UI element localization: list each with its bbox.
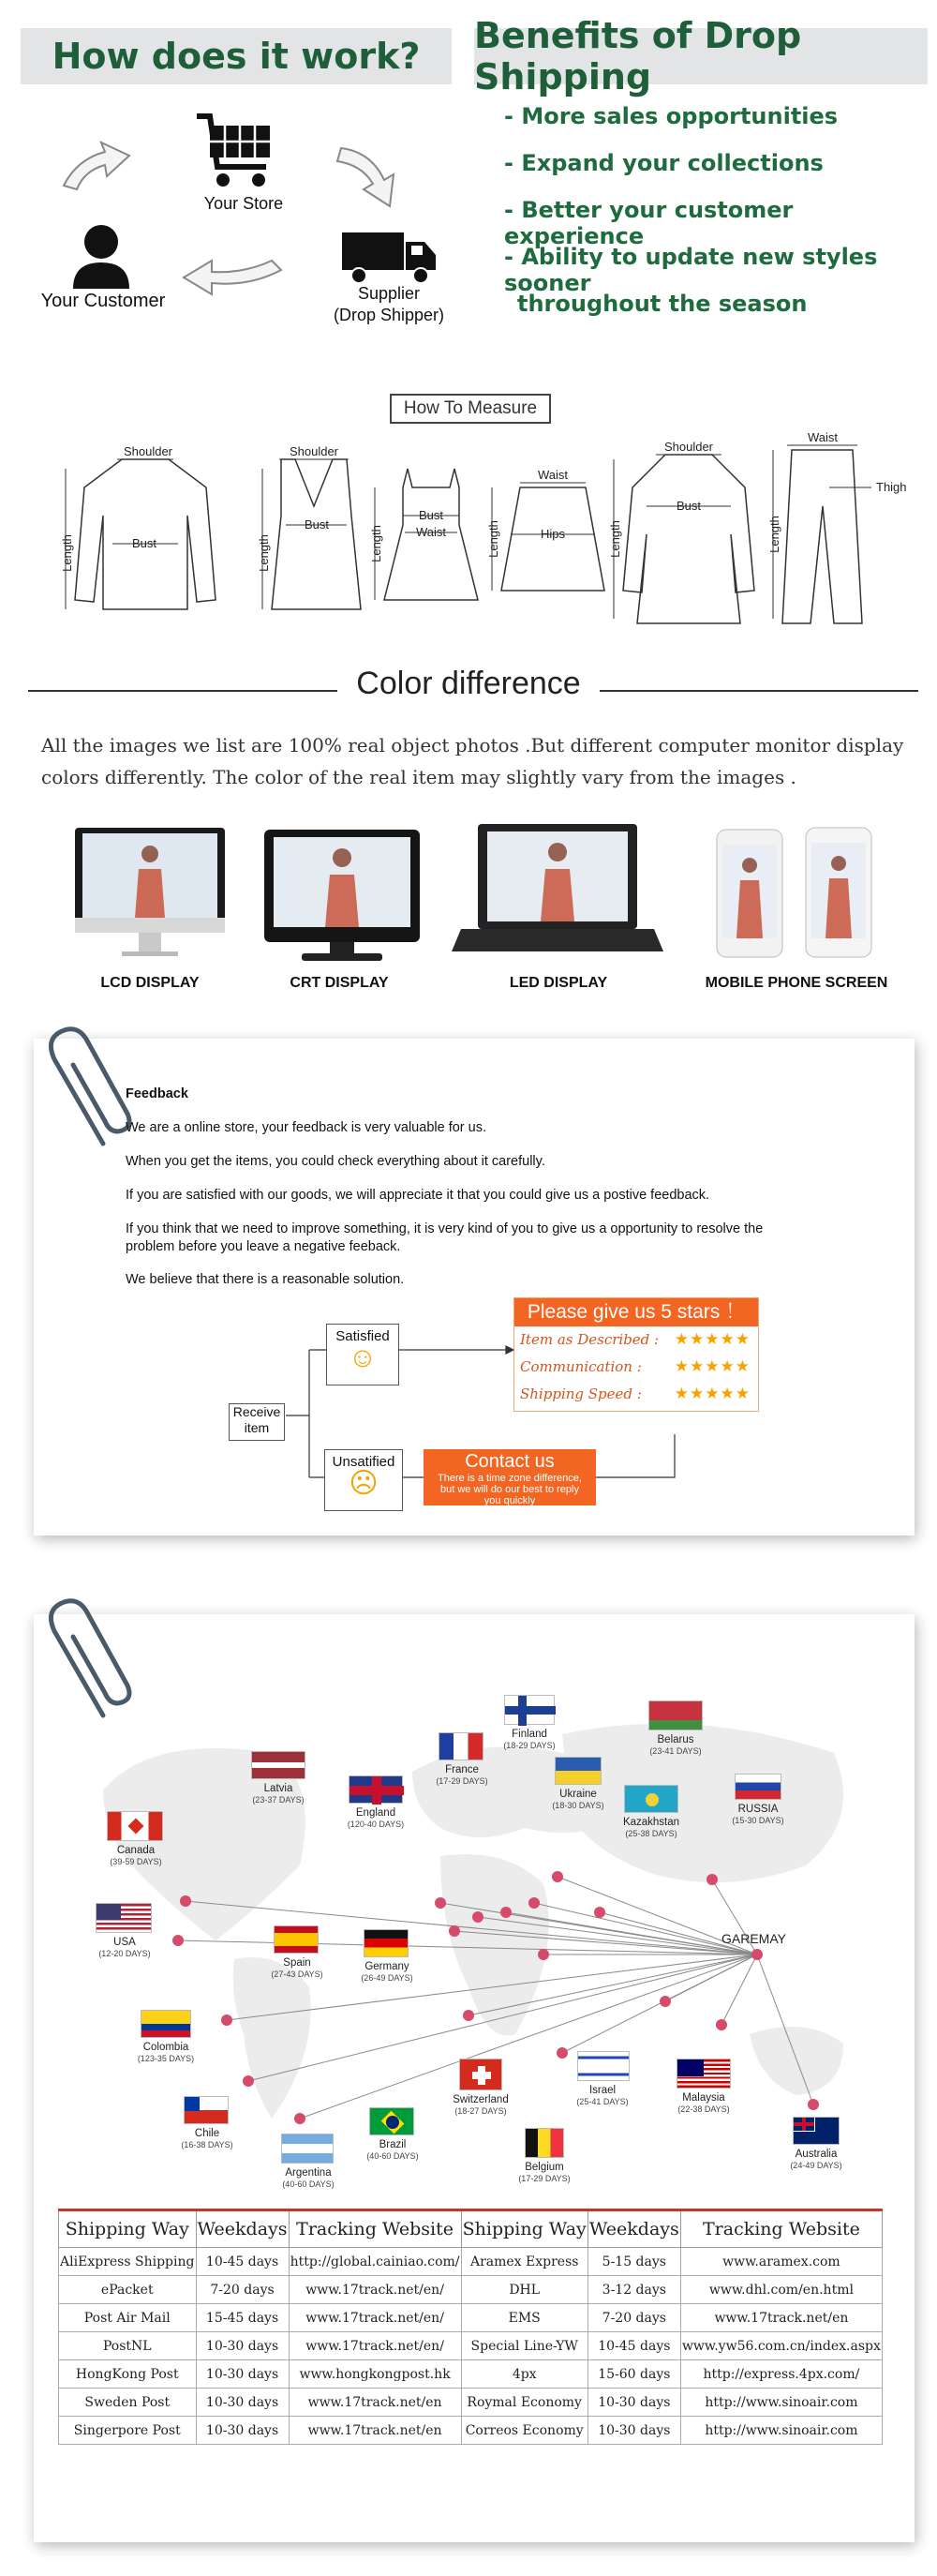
feedback-line: If you are satisfied with our goods, we will appreciate it that you could give us a postive feedback. (126, 1188, 710, 1203)
benefit-item: - More sales opportunities (504, 103, 839, 129)
country-label: Finland (18-29 DAYS) (503, 1729, 556, 1750)
shoulder-label: Shoulder (289, 444, 339, 458)
table-cell: Post Air Mail (59, 2304, 197, 2332)
table-header-row (59, 2210, 883, 2248)
waist-label: Waist (537, 468, 569, 482)
chile-flag-icon (184, 2096, 229, 2124)
sad-face-icon: ☹ (349, 1468, 379, 1499)
length-label: Length (608, 520, 622, 558)
usa-flag-icon (96, 1903, 152, 1933)
table-cell: PostNL (59, 2332, 197, 2360)
shipping-methods-table (58, 2209, 883, 2445)
shoulder-label: Shoulder (123, 444, 173, 458)
column-header: Shipping Way (59, 2210, 197, 2248)
rating-label: Shipping Speed : (520, 1385, 642, 1402)
bust-label: Bust (131, 536, 157, 550)
table-cell: www.17track.net/en (289, 2389, 461, 2417)
table-cell: www.17track.net/en/ (289, 2304, 461, 2332)
feedback-line: If you think that we need to improve something, it is very kind of you to give us a opportunity to resolve the problem before you leave a negative feeback. (126, 1221, 764, 1254)
country-label: France (17-29 DAYS) (436, 1764, 488, 1786)
country-label: USA (12-20 DAYS) (98, 1937, 151, 1958)
display-devices (56, 820, 900, 970)
country-label: Canada (39-59 DAYS) (110, 1845, 162, 1866)
supplier-label: Supplier (357, 284, 421, 303)
belgium-flag-icon (525, 2128, 564, 2158)
length-label: Length (767, 516, 781, 553)
canada-flag-icon (107, 1811, 163, 1841)
table-cell: 10-30 days (196, 2417, 289, 2445)
crt-display-label: CRT DISPLAY (290, 975, 389, 991)
benefits-title: Benefits of Drop Shipping (474, 28, 928, 84)
brazil-flag-icon (369, 2107, 414, 2135)
feedback-title: Feedback (126, 1086, 188, 1101)
measurement-diagrams (56, 430, 907, 628)
colombia-flag-icon (141, 2010, 191, 2038)
how-it-works-title: How does it work? (21, 28, 452, 84)
table-cell: Special Line-YW (461, 2332, 587, 2360)
thigh-label: Thigh (876, 480, 907, 494)
your-customer-label: Your Customer (40, 291, 166, 311)
customer-person-icon (73, 225, 129, 289)
table-cell: Sweden Post (59, 2389, 197, 2417)
length-label: Length (257, 534, 271, 572)
star-rating-icon: ★★★★★ (674, 1385, 751, 1403)
feedback-line: We are a online store, your feedback is very valuable for us. (126, 1120, 486, 1135)
germany-flag-icon (364, 1929, 409, 1957)
country-label: Kazakhstan (25-38 DAYS) (622, 1817, 680, 1838)
france-flag-icon (439, 1732, 483, 1760)
table-cell: DHL (461, 2276, 587, 2304)
country-label: RUSSIA (15-30 DAYS) (732, 1804, 784, 1825)
column-header: Weekdays (587, 2210, 680, 2248)
color-difference-text: All the images we list are 100% real object photos .But different computer monitor display colors differently. The color of the real item may slightly vary from the images . (41, 734, 904, 788)
country-label: England (120-40 DAYS) (347, 1807, 405, 1829)
how-to-measure-heading: How To Measure (390, 394, 551, 424)
length-label: Length (486, 520, 500, 558)
israel-flag-icon (577, 2051, 630, 2081)
feedback-line: We believe that there is a reasonable solution. (126, 1272, 405, 1287)
contact-us-box (424, 1449, 596, 1505)
benefit-item: - Better your customer experience (504, 197, 794, 249)
table-cell: 5-15 days (587, 2248, 680, 2276)
your-store-label: Your Store (203, 194, 284, 213)
satisfied-box (326, 1324, 399, 1385)
latvia-flag-icon (251, 1751, 305, 1779)
bust-label: Bust (418, 508, 444, 522)
country-label: Colombia (123-35 DAYS) (137, 2042, 195, 2063)
table-cell: 10-30 days (196, 2360, 289, 2389)
star-rating-icon: ★★★★★ (674, 1330, 751, 1349)
country-label: Latvia (23-37 DAYS) (252, 1783, 305, 1805)
country-label: Belgium (17-29 DAYS) (518, 2162, 571, 2183)
country-label: Spain (27-43 DAYS) (271, 1957, 323, 1979)
table-row (59, 2248, 883, 2276)
switzerland-flag-icon (459, 2059, 502, 2090)
table-cell: http://www.sinoair.com (680, 2417, 882, 2445)
table-cell: HongKong Post (59, 2360, 197, 2389)
table-cell: www.17track.net/en (289, 2417, 461, 2445)
drop-shipper-label: (Drop Shipper) (333, 306, 445, 324)
delivery-truck-icon (342, 232, 436, 283)
table-row (59, 2389, 883, 2417)
column-header: Tracking Website (289, 2210, 461, 2248)
table-cell: 4px (461, 2360, 587, 2389)
table-cell: 15-45 days (196, 2304, 289, 2332)
shopping-cart-icon (197, 116, 270, 187)
table-cell: Roymal Economy (461, 2389, 587, 2417)
rating-row (514, 1354, 758, 1381)
rating-row (514, 1326, 758, 1354)
belarus-flag-icon (648, 1700, 703, 1730)
table-cell: www.yw56.com.cn/index.aspx (680, 2332, 882, 2360)
table-cell: ePacket (59, 2276, 197, 2304)
country-label: Switzerland (18-27 DAYS) (453, 2094, 509, 2116)
australia-flag-icon (793, 2117, 840, 2145)
country-label: Chile (16-38 DAYS) (181, 2128, 233, 2149)
table-cell: 10-45 days (196, 2248, 289, 2276)
column-header: Tracking Website (680, 2210, 882, 2248)
table-row (59, 2332, 883, 2360)
table-cell: http://global.cainiao.com/ (289, 2248, 461, 2276)
table-row (59, 2417, 883, 2445)
country-label: Malaysia (22-38 DAYS) (677, 2092, 730, 2114)
mobile-screen-label: MOBILE PHONE SCREEN (705, 975, 888, 991)
lcd-display-label: LCD DISPLAY (100, 975, 200, 991)
country-label: Germany (26-49 DAYS) (361, 1961, 413, 1983)
table-cell: 10-30 days (196, 2389, 289, 2417)
finland-flag-icon (504, 1695, 555, 1725)
arrow-icon (184, 261, 281, 294)
table-cell: Correos Economy (461, 2417, 587, 2445)
argentina-flag-icon (281, 2134, 334, 2164)
country-label: Argentina (40-60 DAYS) (282, 2167, 335, 2189)
column-header: Shipping Way (461, 2210, 587, 2248)
table-cell: www.aramex.com (680, 2248, 882, 2276)
five-stars-box (513, 1297, 759, 1412)
table-cell: www.17track.net/en/ (289, 2332, 461, 2360)
table-cell: 10-30 days (196, 2332, 289, 2360)
table-cell: 3-12 days (587, 2276, 680, 2304)
feedback-line: When you get the items, you could check everything about it carefully. (126, 1154, 545, 1169)
length-label: Length (369, 525, 383, 562)
table-cell: www.17track.net/en (680, 2304, 882, 2332)
five-stars-header: Please give us 5 stars ！ (514, 1298, 758, 1326)
kazakhstan-flag-icon (624, 1785, 678, 1813)
rating-label: Item as Described : (520, 1331, 660, 1348)
table-row (59, 2360, 883, 2389)
arrow-icon (337, 148, 394, 206)
rating-label: Communication : (520, 1358, 642, 1375)
shoulder-label: Shoulder (663, 440, 714, 454)
benefit-item: throughout the season (517, 291, 808, 317)
spain-flag-icon (274, 1925, 319, 1954)
table-cell: 10-30 days (587, 2417, 680, 2445)
bust-label: Bust (676, 499, 702, 513)
ukraine-flag-icon (555, 1757, 602, 1785)
table-cell: www.hongkongpost.hk (289, 2360, 461, 2389)
table-cell: EMS (461, 2304, 587, 2332)
country-label: Ukraine (18-30 DAYS) (552, 1789, 604, 1810)
waist-label: Waist (807, 430, 839, 444)
table-cell: 10-30 days (587, 2389, 680, 2417)
waist-label: Waist (415, 525, 447, 539)
russia-flag-icon (735, 1774, 781, 1800)
benefit-item: - Expand your collections (504, 150, 824, 176)
country-label: Israel (25-41 DAYS) (576, 2085, 629, 2106)
contact-us-text: There is a time zone difference, but we will do our best to reply you quickly (438, 1473, 582, 1506)
table-cell: AliExpress Shipping (59, 2248, 197, 2276)
table-row (59, 2304, 883, 2332)
england-flag-icon (349, 1775, 403, 1804)
bust-label: Bust (304, 517, 330, 532)
table-cell: Singerpore Post (59, 2417, 197, 2445)
column-header: Weekdays (196, 2210, 289, 2248)
table-cell: http://www.sinoair.com (680, 2389, 882, 2417)
table-cell: 10-45 days (587, 2332, 680, 2360)
unsatisfied-label: Unsatified (332, 1454, 395, 1470)
table-cell: 7-20 days (587, 2304, 680, 2332)
country-label: Australia (24-49 DAYS) (790, 2149, 842, 2170)
pants-drawing (782, 450, 862, 623)
satisfied-label: Satisfied (335, 1328, 390, 1344)
color-difference-title: Color difference (356, 666, 581, 701)
malaysia-flag-icon (677, 2059, 731, 2089)
happy-face-icon: ☺ (348, 1342, 378, 1373)
table-cell: http://express.4px.com/ (680, 2360, 882, 2389)
blouse-drawing (75, 459, 216, 609)
table-cell: 15-60 days (587, 2360, 680, 2389)
arrow-icon (64, 142, 129, 189)
benefit-item: - Ability to update new styles sooner (504, 244, 878, 296)
table-cell: www.dhl.com/en.html (680, 2276, 882, 2304)
led-display-label: LED DISPLAY (509, 975, 608, 991)
length-label: Length (60, 534, 74, 572)
table-cell: 7-20 days (196, 2276, 289, 2304)
star-rating-icon: ★★★★★ (674, 1357, 751, 1376)
table-cell: www.17track.net/en/ (289, 2276, 461, 2304)
hub-label: GAREMAY (721, 1931, 786, 1946)
contact-us-title: Contact us (465, 1451, 555, 1472)
country-label: Belarus (23-41 DAYS) (649, 1734, 702, 1756)
tank-top-drawing (272, 459, 361, 609)
trench-coat-drawing (623, 455, 754, 623)
rating-row (514, 1381, 758, 1408)
table-cell: Aramex Express (461, 2248, 587, 2276)
receive-item-box: Receive item (229, 1403, 285, 1441)
hips-label: Hips (540, 527, 566, 541)
unsatisfied-box (324, 1449, 403, 1511)
table-row (59, 2276, 883, 2304)
country-label: Brazil (40-60 DAYS) (366, 2139, 419, 2161)
